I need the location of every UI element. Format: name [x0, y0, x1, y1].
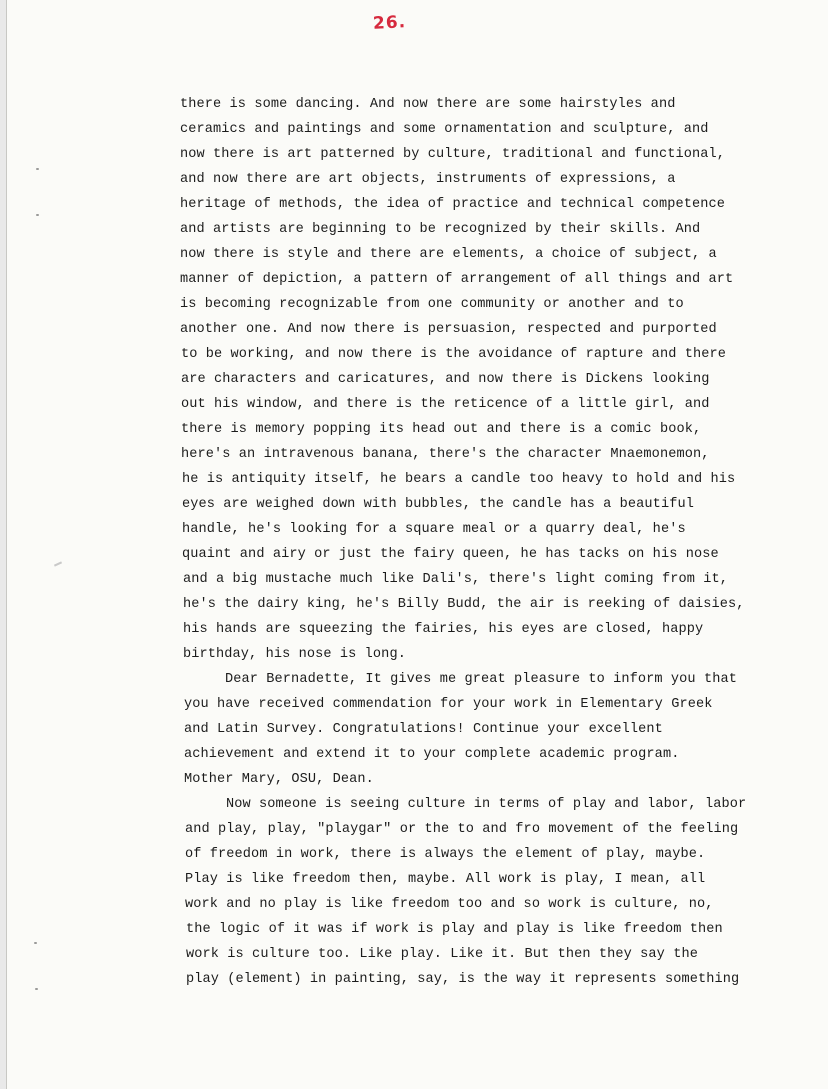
text-line: out his window, and there is the reticence of a little girl, and: [181, 397, 710, 412]
text-line: birthday, his nose is long.: [183, 647, 406, 662]
letter-line: achievement and extend it to your complete academic program.: [184, 747, 680, 762]
text-line: eyes are weighed down with bubbles, the candle has a beautiful: [182, 497, 694, 512]
letter-line: and Latin Survey. Congratulations! Continue your excellent: [184, 722, 663, 737]
text-line: and a big mustache much like Dali's, there's light coming from it,: [183, 572, 728, 587]
scan-speck: [36, 214, 39, 216]
text-line: manner of depiction, a pattern of arrangement of all things and art: [180, 272, 734, 287]
text-line: he is antiquity itself, he bears a candle too heavy to hold and his: [182, 472, 736, 487]
text-line: is becoming recognizable from one community or another and to: [180, 297, 684, 312]
text-line: Play is like freedom then, maybe. All work is play, I mean, all: [185, 872, 706, 887]
text-line: here's an intravenous banana, there's the character Mnaemonemon,: [181, 447, 710, 462]
letter-line: you have received commendation for your work in Elementary Greek: [184, 697, 713, 712]
text-line: and play, play, "playgar" or the to and fro movement of the feeling: [185, 822, 739, 837]
scan-smudge: [54, 561, 62, 566]
text-line: heritage of methods, the idea of practice and technical competence: [180, 197, 725, 212]
letter-line: Dear Bernadette, It gives me great pleasure to inform you that: [225, 672, 737, 687]
text-line: handle, he's looking for a square meal or a quarry deal, he's: [182, 522, 686, 537]
text-line: and now there are art objects, instruments of expressions, a: [180, 172, 676, 187]
text-line: to be working, and now there is the avoidance of rapture and there: [181, 347, 726, 362]
text-line: the logic of it was if work is play and play is like freedom then: [186, 922, 723, 937]
text-line: work is culture too. Like play. Like it. But then they say the: [186, 947, 698, 962]
text-line: quaint and airy or just the fairy queen, he has tacks on his nose: [182, 547, 719, 562]
scan-speck: [34, 942, 37, 944]
text-line: of freedom in work, there is always the element of play, maybe.: [185, 847, 706, 862]
text-line: and artists are beginning to be recognized by their skills. And: [180, 222, 701, 237]
scan-speck: [36, 168, 39, 170]
text-line: there is some dancing. And now there are some hairstyles and: [180, 97, 676, 112]
text-line: another one. And now there is persuasion, respected and purported: [180, 322, 717, 337]
text-line: now there is style and there are elements, a choice of subject, a: [180, 247, 717, 262]
text-line: there is memory popping its head out and there is a comic book,: [181, 422, 702, 437]
typewritten-page: [6, 0, 828, 1089]
scan-speck: [35, 988, 38, 990]
letter-signature-line: Mother Mary, OSU, Dean.: [184, 772, 374, 787]
text-line: are characters and caricatures, and now there is Dickens looking: [181, 372, 710, 387]
text-line: his hands are squeezing the fairies, his eyes are closed, happy: [183, 622, 704, 637]
text-line: Now someone is seeing culture in terms of play and labor, labor: [226, 797, 747, 812]
text-line: play (element) in painting, say, is the way it represents something: [186, 972, 740, 987]
text-line: he's the dairy king, he's Billy Budd, the air is reeking of daisies,: [183, 597, 745, 612]
text-line: now there is art patterned by culture, traditional and functional,: [180, 147, 725, 162]
text-line: work and no play is like freedom too and so work is culture, no,: [185, 897, 714, 912]
text-line: ceramics and paintings and some ornamentation and sculpture, and: [180, 122, 709, 137]
page-number: 26.: [372, 12, 407, 34]
